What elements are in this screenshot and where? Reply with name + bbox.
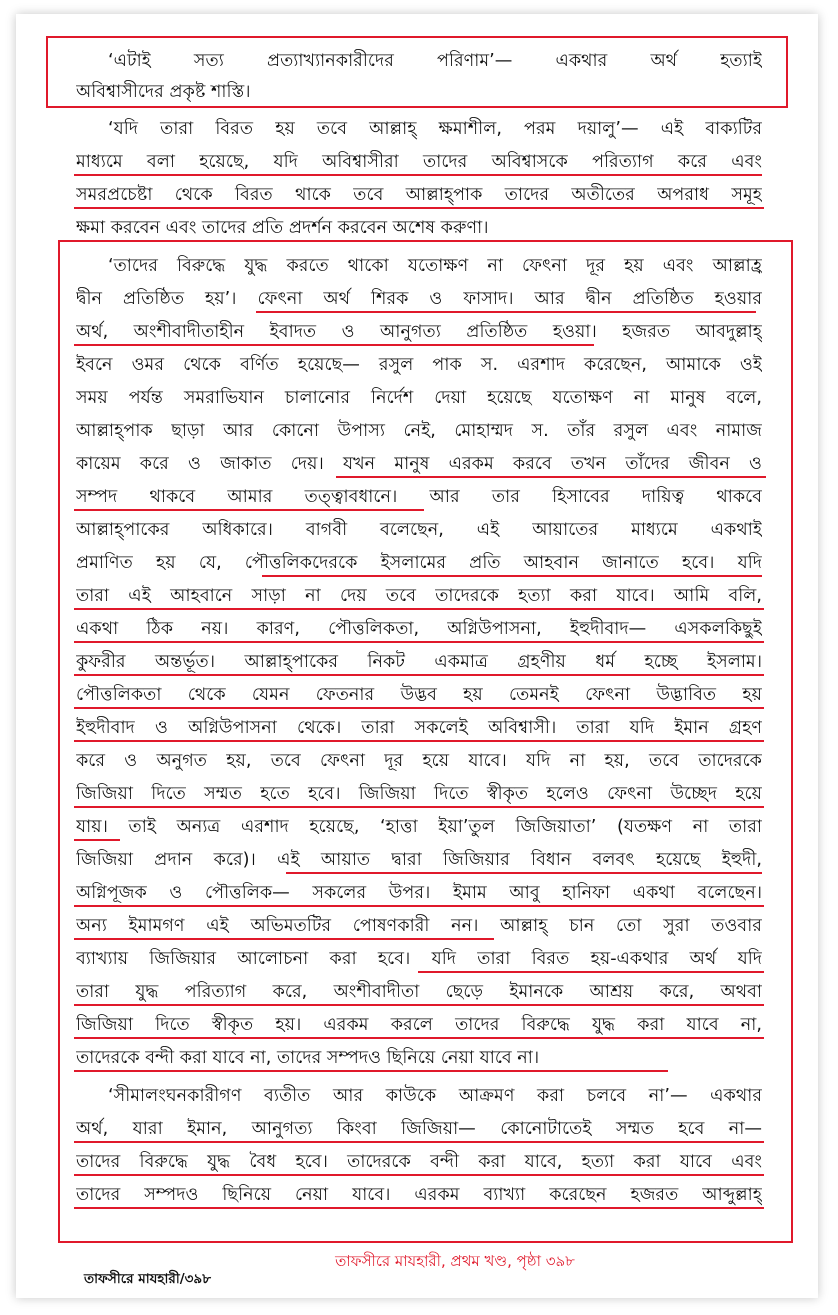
underline-mark — [74, 1004, 764, 1006]
underline-mark — [418, 971, 764, 973]
text-line: আল্লাহ্পাক ছাড়া আর কোনো উপাস্য নেই, মোহাম্মদ স. তাঁর রসুল এবং নামাজ — [76, 421, 762, 441]
underline-mark — [336, 476, 766, 478]
text-line: তারা যুদ্ধ পরিত্যাগ করে, অংশীবাদীতা ছেড়ে ইমানকে আশ্রয় করে, অথবা — [76, 982, 762, 1002]
underline-mark — [74, 608, 764, 610]
underline-mark — [74, 344, 594, 346]
text-line: জিজিয়া দিতে সম্মত হতে হবে। জিজিয়া দিতে স্বীকৃত হলেও ফেৎনা উচ্ছেদ হয়ে — [76, 784, 762, 804]
text-line: ইবনে ওমর থেকে বর্ণিত হয়েছে— রসুল পাক স. এরশাদ করেছেন, আমাকে ওই — [76, 355, 762, 375]
underline-mark — [74, 240, 614, 242]
text-line: ‘সীমালংঘনকারীগণ ব্যতীত আর কাউকে আক্রমণ করা চলবে না’— একথার — [108, 1086, 762, 1106]
underline-mark — [74, 674, 764, 676]
underline-mark — [74, 1037, 764, 1039]
underline-mark — [74, 806, 764, 808]
text-line: অবিশ্বাসীদের প্রকৃষ্ট শাস্তি। — [76, 82, 251, 102]
text-line: মাধ্যমে বলা হয়েছে, যদি অবিশ্বাসীরা তাদের অবিশ্বাসকে পরিত্যাগ করে এবং — [76, 152, 762, 172]
underline-mark — [74, 1141, 764, 1143]
text-line: তাদেরকে বন্দী করা যাবে না, তাদের সম্পদও ছিনিয়ে নেয়া যাবে না। — [76, 1048, 540, 1068]
underline-mark — [74, 707, 764, 709]
underline-mark — [256, 311, 756, 313]
underline-mark — [74, 509, 424, 511]
text-line: আল্লাহ্পাকের অধিকারে। বাগবী বলেছেন, এই আয়াতের মাধ্যমে একথাই — [76, 520, 762, 540]
text-line: ইহুদীবাদ ও অগ্নিউপাসনা থেকে। তারা সকলেই অবিশ্বাসী। তারা যদি ইমান গ্রহণ — [76, 718, 762, 738]
text-line: ‘এটাই সত্য প্রত্যাখ্যানকারীদের পরিণাম’— একথার অর্থ হত্যাই — [108, 51, 762, 71]
text-line: অগ্নিপূজক ও পৌত্তলিক— সকলের উপর। ইমাম আবু হানিফা একথা বলেছেন। — [76, 883, 762, 903]
text-line: জিজিয়া দিতে স্বীকৃত হয়। এরকম করলে তাদের বিরুদ্ধে যুদ্ধ করা যাবে না, — [76, 1015, 762, 1035]
text-line: করে ও অনুগত হয়, তবে ফেৎনা দূর হয়ে যাবে। যদি না হয়, তবে তাদেরকে — [76, 751, 762, 771]
text-line: ব্যাখ্যায় জিজিয়ার আলোচনা করা হবে। যদি তারা বিরত হয়-একথার অর্থ যদি — [76, 949, 762, 969]
caption: তাফসীরে মাযহারী, প্রথম খণ্ড, পৃষ্ঠা ৩৯৮ — [335, 1252, 575, 1270]
text-line: তাদের সম্পদও ছিনিয়ে নেয়া যাবে। এরকম ব্যাখ্যা করেছেন হজরত আব্দুল্লাহ্ — [76, 1185, 762, 1205]
text-line: ‘যদি তারা বিরত হয় তবে আল্লাহ্ ক্ষমাশীল, পরম দয়ালু’— এই বাক্যটির — [108, 119, 762, 139]
text-line: ক্ষমা করবেন এবং তাদের প্রতি প্রদর্শন করবেন অশেষ করুণা। — [76, 218, 489, 238]
text-line: কুফরীর অন্তর্ভূত। আল্লাহ্পাকের নিকট একমাত্র গ্রহণীয় ধর্ম হচ্ছে ইসলাম। — [76, 652, 762, 672]
text-line: অর্থ, যারা ইমান, আনুগত্য কিংবা জিজিয়া— কোনোটাতেই সম্মত হবে না— — [76, 1119, 762, 1139]
text-line: একথা ঠিক নয়। কারণ, পৌত্তলিকতা, অগ্নিউপাসনা, ইহুদীবাদ— এসকলকিছুই — [76, 619, 762, 639]
underline-mark — [74, 1070, 668, 1072]
text-line: তাদের বিরুদ্ধে যুদ্ধ বৈধ হবে। তাদেরকে বন্দী করা যাবে, হত্যা করা যাবে এবং — [76, 1152, 762, 1172]
underline-mark — [74, 938, 494, 940]
text-line: ‘তাদের বিরুদ্ধে যুদ্ধ করতে থাকো যতোক্ষণ না ফেৎনা দূর হয় এবং আল্লাহ্র — [108, 256, 762, 276]
underline-mark — [262, 575, 762, 577]
underline-mark — [262, 174, 762, 176]
text-line: অন্য ইমামগণ এই অভিমতটির পোষণকারী নন। আল্লাহ্ চান তো সুরা তওবার — [76, 916, 762, 936]
page-footer: তাফসীরে মাযহারী/৩৯৮ — [84, 1271, 211, 1287]
underline-mark — [74, 1174, 764, 1176]
underline-mark — [74, 207, 764, 209]
text-line: পৌত্তলিকতা থেকে যেমন ফেতনার উদ্ভব হয় তেমনই ফেৎনা উদ্ভাবিত হয় — [76, 685, 762, 705]
text-line: সময় পর্যন্ত সমরাভিযান চালানোর নির্দেশ দেয়া হয়েছে যতোক্ষণ না মানুষ বলে, — [76, 388, 762, 408]
text-line: কায়েম করে ও জাকাত দেয়। যখন মানুষ এরকম করবে তখন তাঁদের জীবন ও — [76, 454, 762, 474]
text-line: প্রমাণিত হয় যে, পৌত্তলিকদেরকে ইসলামের প্রতি আহবান জানাতে হবে। যদি — [76, 553, 762, 573]
text-line: সম্পদ থাকবে আমার তত্ত্বাবধানে। আর তার হিসাবের দায়িত্ব থাকবে — [76, 487, 762, 507]
text-line: সমরপ্রচেষ্টা থেকে বিরত থাকে তবে আল্লাহ্পাক তাদের অতীতের অপরাধ সমূহ — [76, 185, 762, 205]
underline-mark — [286, 872, 762, 874]
underline-mark — [74, 641, 764, 643]
underline-mark — [74, 740, 764, 742]
text-line: জিজিয়া প্রদান করে)। এই আয়াত দ্বারা জিজিয়ার বিধান বলবৎ হয়েছে ইহুদী, — [76, 850, 762, 870]
text-line: যায়। তাই অন্যত্র এরশাদ হয়েছে, ‘হাত্তা ইয়া’তুল জিজিয়াতা’ (যতক্ষণ না তারা — [76, 817, 762, 837]
text-line: অর্থ, অংশীবাদীতাহীন ইবাদত ও আনুগত্য প্রতিষ্ঠিত হওয়া। হজরত আবদুল্লাহ্ — [76, 322, 762, 342]
text-line: দ্বীন প্রতিষ্ঠিত হয়’। ফেৎনা অর্থ শিরক ও ফাসাদ। আর দ্বীন প্রতিষ্ঠিত হওয়ার — [76, 289, 762, 309]
underline-mark — [74, 1207, 764, 1209]
underline-mark — [74, 839, 120, 841]
text-line: তারা এই আহবানে সাড়া না দেয় তবে তাদেরকে হত্যা করা যাবে। আমি বলি, — [76, 586, 762, 606]
underline-mark — [74, 905, 764, 907]
